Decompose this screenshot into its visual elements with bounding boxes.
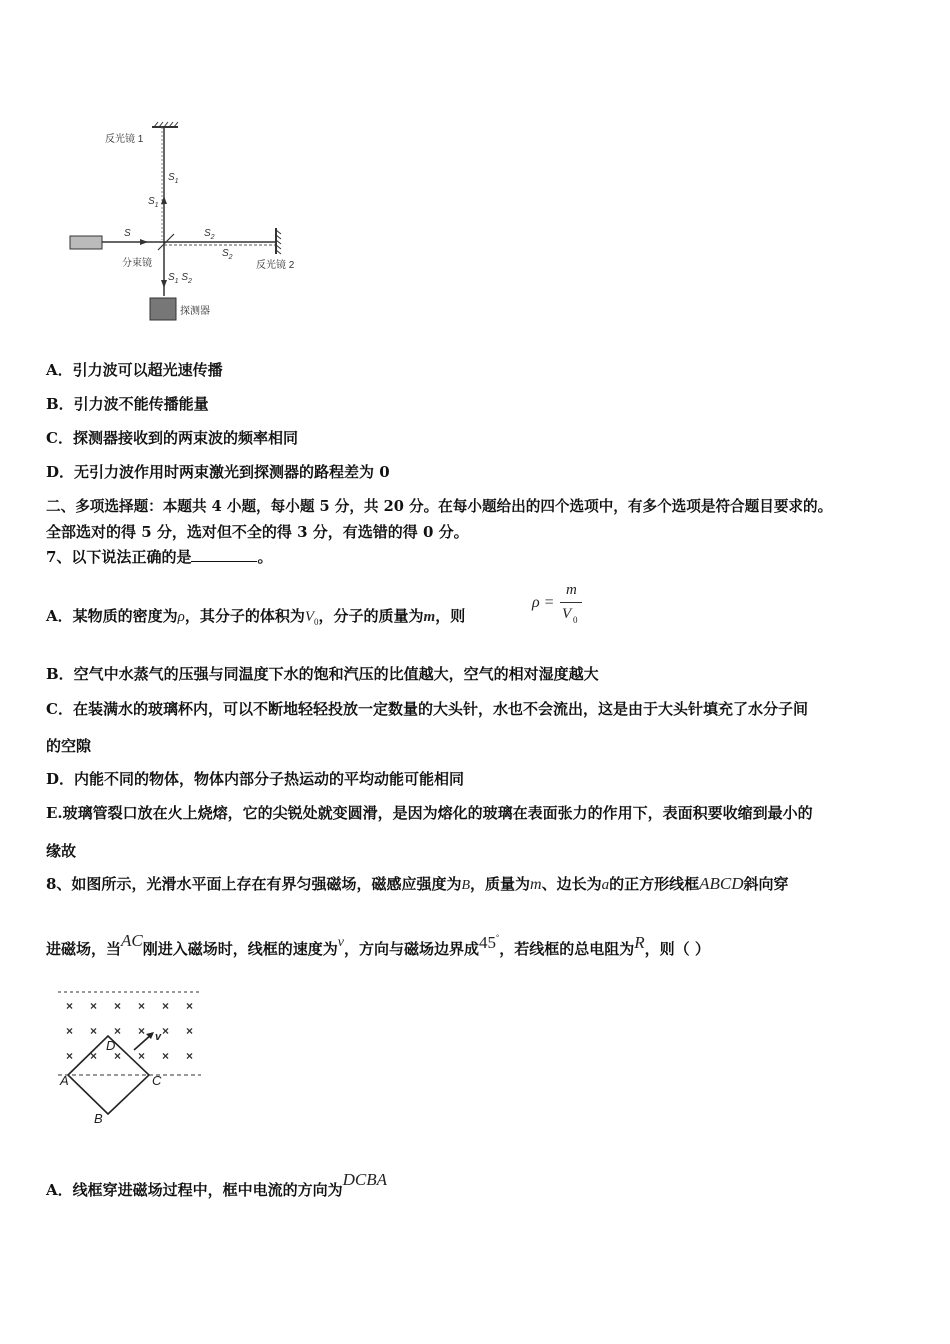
magnetic-field-figure (56, 984, 206, 1129)
section2-instructions-line2: 全部选对的得 5 分，选对但不全的得 3 分，有选错的得 0 分。 (46, 523, 469, 541)
density-formula: ρ = m V 0 (532, 584, 592, 632)
section2-instructions-line1: 二、多项选择题：本题共 4 小题，每小题 5 分，共 20 分。在每小题给出的四个选项中，有多个选项是符合题目要求的。 (46, 498, 833, 515)
field-cross: × (114, 999, 122, 1013)
q7-option-e-line2: 缘故 (46, 842, 77, 860)
velocity-label: v (155, 1031, 162, 1043)
field-cross: × (90, 1049, 98, 1063)
svg-text:S1 S2: $S_1$ $S_2$ (168, 272, 192, 285)
answer-blank (191, 547, 257, 562)
field-cross: × (186, 999, 194, 1013)
field-cross: × (90, 999, 98, 1013)
vertex-label-d: D (106, 1038, 116, 1053)
field-cross: × (114, 1024, 122, 1038)
detector (150, 298, 176, 320)
field-cross: × (90, 1024, 98, 1038)
vertex-label-b: B (94, 1111, 103, 1126)
laser-source (70, 236, 102, 249)
q8-stem-line2: 进磁场，当AC刚进入磁场时，线框的速度为v，方向与磁场边界成45°，若线框的总电阻为R，则（ ） (46, 931, 710, 958)
beam-splitter-label: 分束镜 (122, 258, 152, 269)
field-cross: × (162, 999, 170, 1013)
q7-option-a: A．某物质的密度为ρ，其分子的体积为$V_0$，分子的质量为m，则 (46, 607, 466, 627)
q7-stem: 7、以下说法正确的是 。 (46, 548, 273, 566)
svg-text:S: S (124, 228, 131, 239)
field-cross: × (162, 1049, 170, 1063)
q6-option-d: D．无引力波作用时两束激光到探测器的路程差为 0 (46, 463, 390, 481)
q7-option-b: B．空气中水蒸气的压强与同温度下水的饱和汽压的比值越大，空气的相对湿度越大 (46, 665, 599, 683)
q6-option-a: A．引力波可以超光速传播 (46, 361, 223, 379)
q6-option-c: C．探测器接收到的两束波的频率相同 (46, 429, 298, 447)
detector-label: 探测器 (180, 306, 210, 317)
q7-option-d: D．内能不同的物体，物体内部分子热运动的平均动能可能相同 (46, 770, 465, 788)
mirror1-label: 反光镜 1 (105, 134, 144, 145)
field-cross: × (138, 1049, 146, 1063)
field-cross: × (66, 1049, 74, 1063)
q8-stem-line1: 8、如图所示，光滑水平面上存在有界匀强磁场，磁感应强度为B，质量为m、边长为a的正方形线框ABCD斜向穿 (46, 874, 789, 893)
svg-text:S2: $S_2$ (204, 228, 215, 241)
interferometer-diagram (60, 118, 320, 328)
vertex-label-a: A (60, 1073, 69, 1088)
mirror2-label: 反光镜 2 (256, 260, 295, 271)
svg-text:S2: $S_2$ (222, 248, 233, 261)
q6-option-b: B．引力波不能传播能量 (46, 395, 209, 413)
q7-option-c-line1: C．在装满水的玻璃杯内，可以不断地轻轻投放一定数量的大头针，水也不会流出，这是由于大头针填充了水分子间 (46, 700, 808, 718)
field-cross: × (162, 1024, 170, 1038)
field-cross: × (186, 1049, 194, 1063)
field-cross: × (114, 1049, 122, 1063)
field-cross: × (186, 1024, 194, 1038)
q8-option-a: A．线框穿进磁场过程中，框中电流的方向为DCBA (46, 1170, 388, 1199)
svg-text:S1: $S_1$ (148, 196, 159, 209)
field-cross: × (66, 999, 74, 1013)
field-cross: × (138, 1024, 146, 1038)
q7-option-e-line1: E.玻璃管裂口放在火上烧熔，它的尖锐处就变圆滑，是因为熔化的玻璃在表面张力的作用下，表面积要收缩到最小的 (46, 804, 813, 822)
q7-option-c-line2: 的空隙 (46, 737, 92, 755)
svg-text:S1: $S_1$ (168, 172, 179, 185)
field-cross: × (66, 1024, 74, 1038)
vertex-label-c: C (152, 1073, 162, 1088)
field-cross: × (138, 999, 146, 1013)
